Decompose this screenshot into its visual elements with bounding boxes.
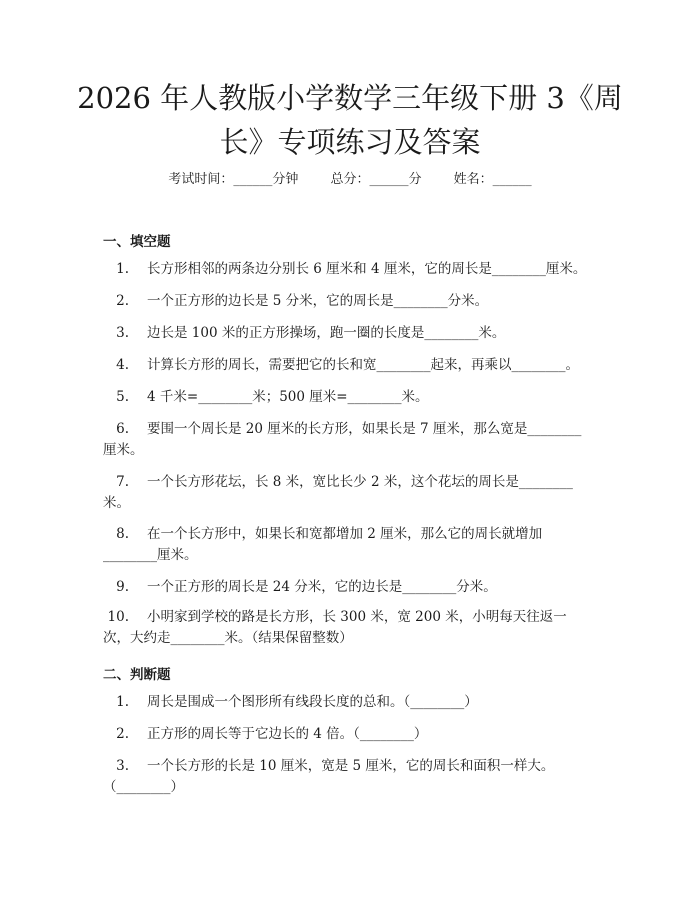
question-text: 4 千米=________米；500 厘米=________米。 <box>147 389 429 405</box>
question-text: 计算长方形的周长，需要把它的长和宽________起来，再乘以________。 <box>147 357 579 373</box>
question-number: 3. <box>116 325 129 341</box>
section-heading-judge: 二、判断题 <box>103 667 171 683</box>
page-title <box>0 76 700 164</box>
question-number: 3. <box>116 758 129 774</box>
question-text: 一个长方形的长是 10 厘米，宽是 5 厘米，它的周长和面积一样大。（________） <box>103 758 555 795</box>
question-text: 周长是围成一个图形所有线段长度的总和。（________） <box>147 694 478 710</box>
total-score: 总分：______分 <box>330 172 422 187</box>
question-number: 10. <box>107 609 129 625</box>
question-text: 小明家到学校的路是长方形，长 300 米，宽 200 米，小明每天往返一次，大约走________米。（结果保留整数） <box>103 609 567 646</box>
exam-meta <box>0 168 700 187</box>
fill-question-9 <box>103 577 591 598</box>
question-number: 9. <box>116 579 129 595</box>
fill-question-1 <box>103 259 591 280</box>
fill-question-4 <box>103 355 591 376</box>
fill-question-5 <box>103 387 591 408</box>
title-line-2: 长》专项练习及答案 <box>219 125 481 159</box>
question-number: 7. <box>116 474 129 490</box>
question-text: 正方形的周长等于它边长的 4 倍。（________） <box>147 726 428 742</box>
question-number: 5. <box>116 389 129 405</box>
student-name: 姓名：______ <box>453 172 532 187</box>
fill-question-7 <box>103 472 591 514</box>
question-text: 要围一个周长是 20 厘米的长方形，如果长是 7 厘米，那么宽是________厘米。 <box>103 421 582 458</box>
section-heading-fill: 一、填空题 <box>103 234 171 250</box>
question-number: 1. <box>116 694 129 710</box>
question-number: 2. <box>116 293 129 309</box>
question-text: 一个正方形的周长是 24 分米，它的边长是________分米。 <box>147 579 497 595</box>
fill-question-10 <box>103 607 591 649</box>
question-text: 在一个长方形中，如果长和宽都增加 2 厘米，那么它的周长就增加________厘米。 <box>103 526 543 563</box>
question-text: 长方形相邻的两条边分别长 6 厘米和 4 厘米，它的周长是________厘米。 <box>147 261 587 277</box>
judge-question-3 <box>103 756 591 798</box>
question-text: 一个长方形花坛，长 8 米，宽比长少 2 米，这个花坛的周长是________米。 <box>103 474 573 511</box>
question-text: 边长是 100 米的正方形操场，跑一圈的长度是________米。 <box>147 325 506 341</box>
question-number: 6. <box>116 421 129 437</box>
fill-question-3 <box>103 323 591 344</box>
question-number: 8. <box>116 526 129 542</box>
question-number: 1. <box>116 261 129 277</box>
title-line-1: 2026 年人教版小学数学三年级下册 3《周 <box>77 81 623 115</box>
fill-question-6 <box>103 419 591 461</box>
question-number: 2. <box>116 726 129 742</box>
judge-question-1 <box>103 692 591 713</box>
fill-question-8 <box>103 524 591 566</box>
fill-question-2 <box>103 291 591 312</box>
question-text: 一个正方形的边长是 5 分米，它的周长是________分米。 <box>147 293 489 309</box>
exam-time: 考试时间：______分钟 <box>168 172 299 187</box>
question-number: 4. <box>116 357 129 373</box>
judge-question-2 <box>103 724 591 745</box>
